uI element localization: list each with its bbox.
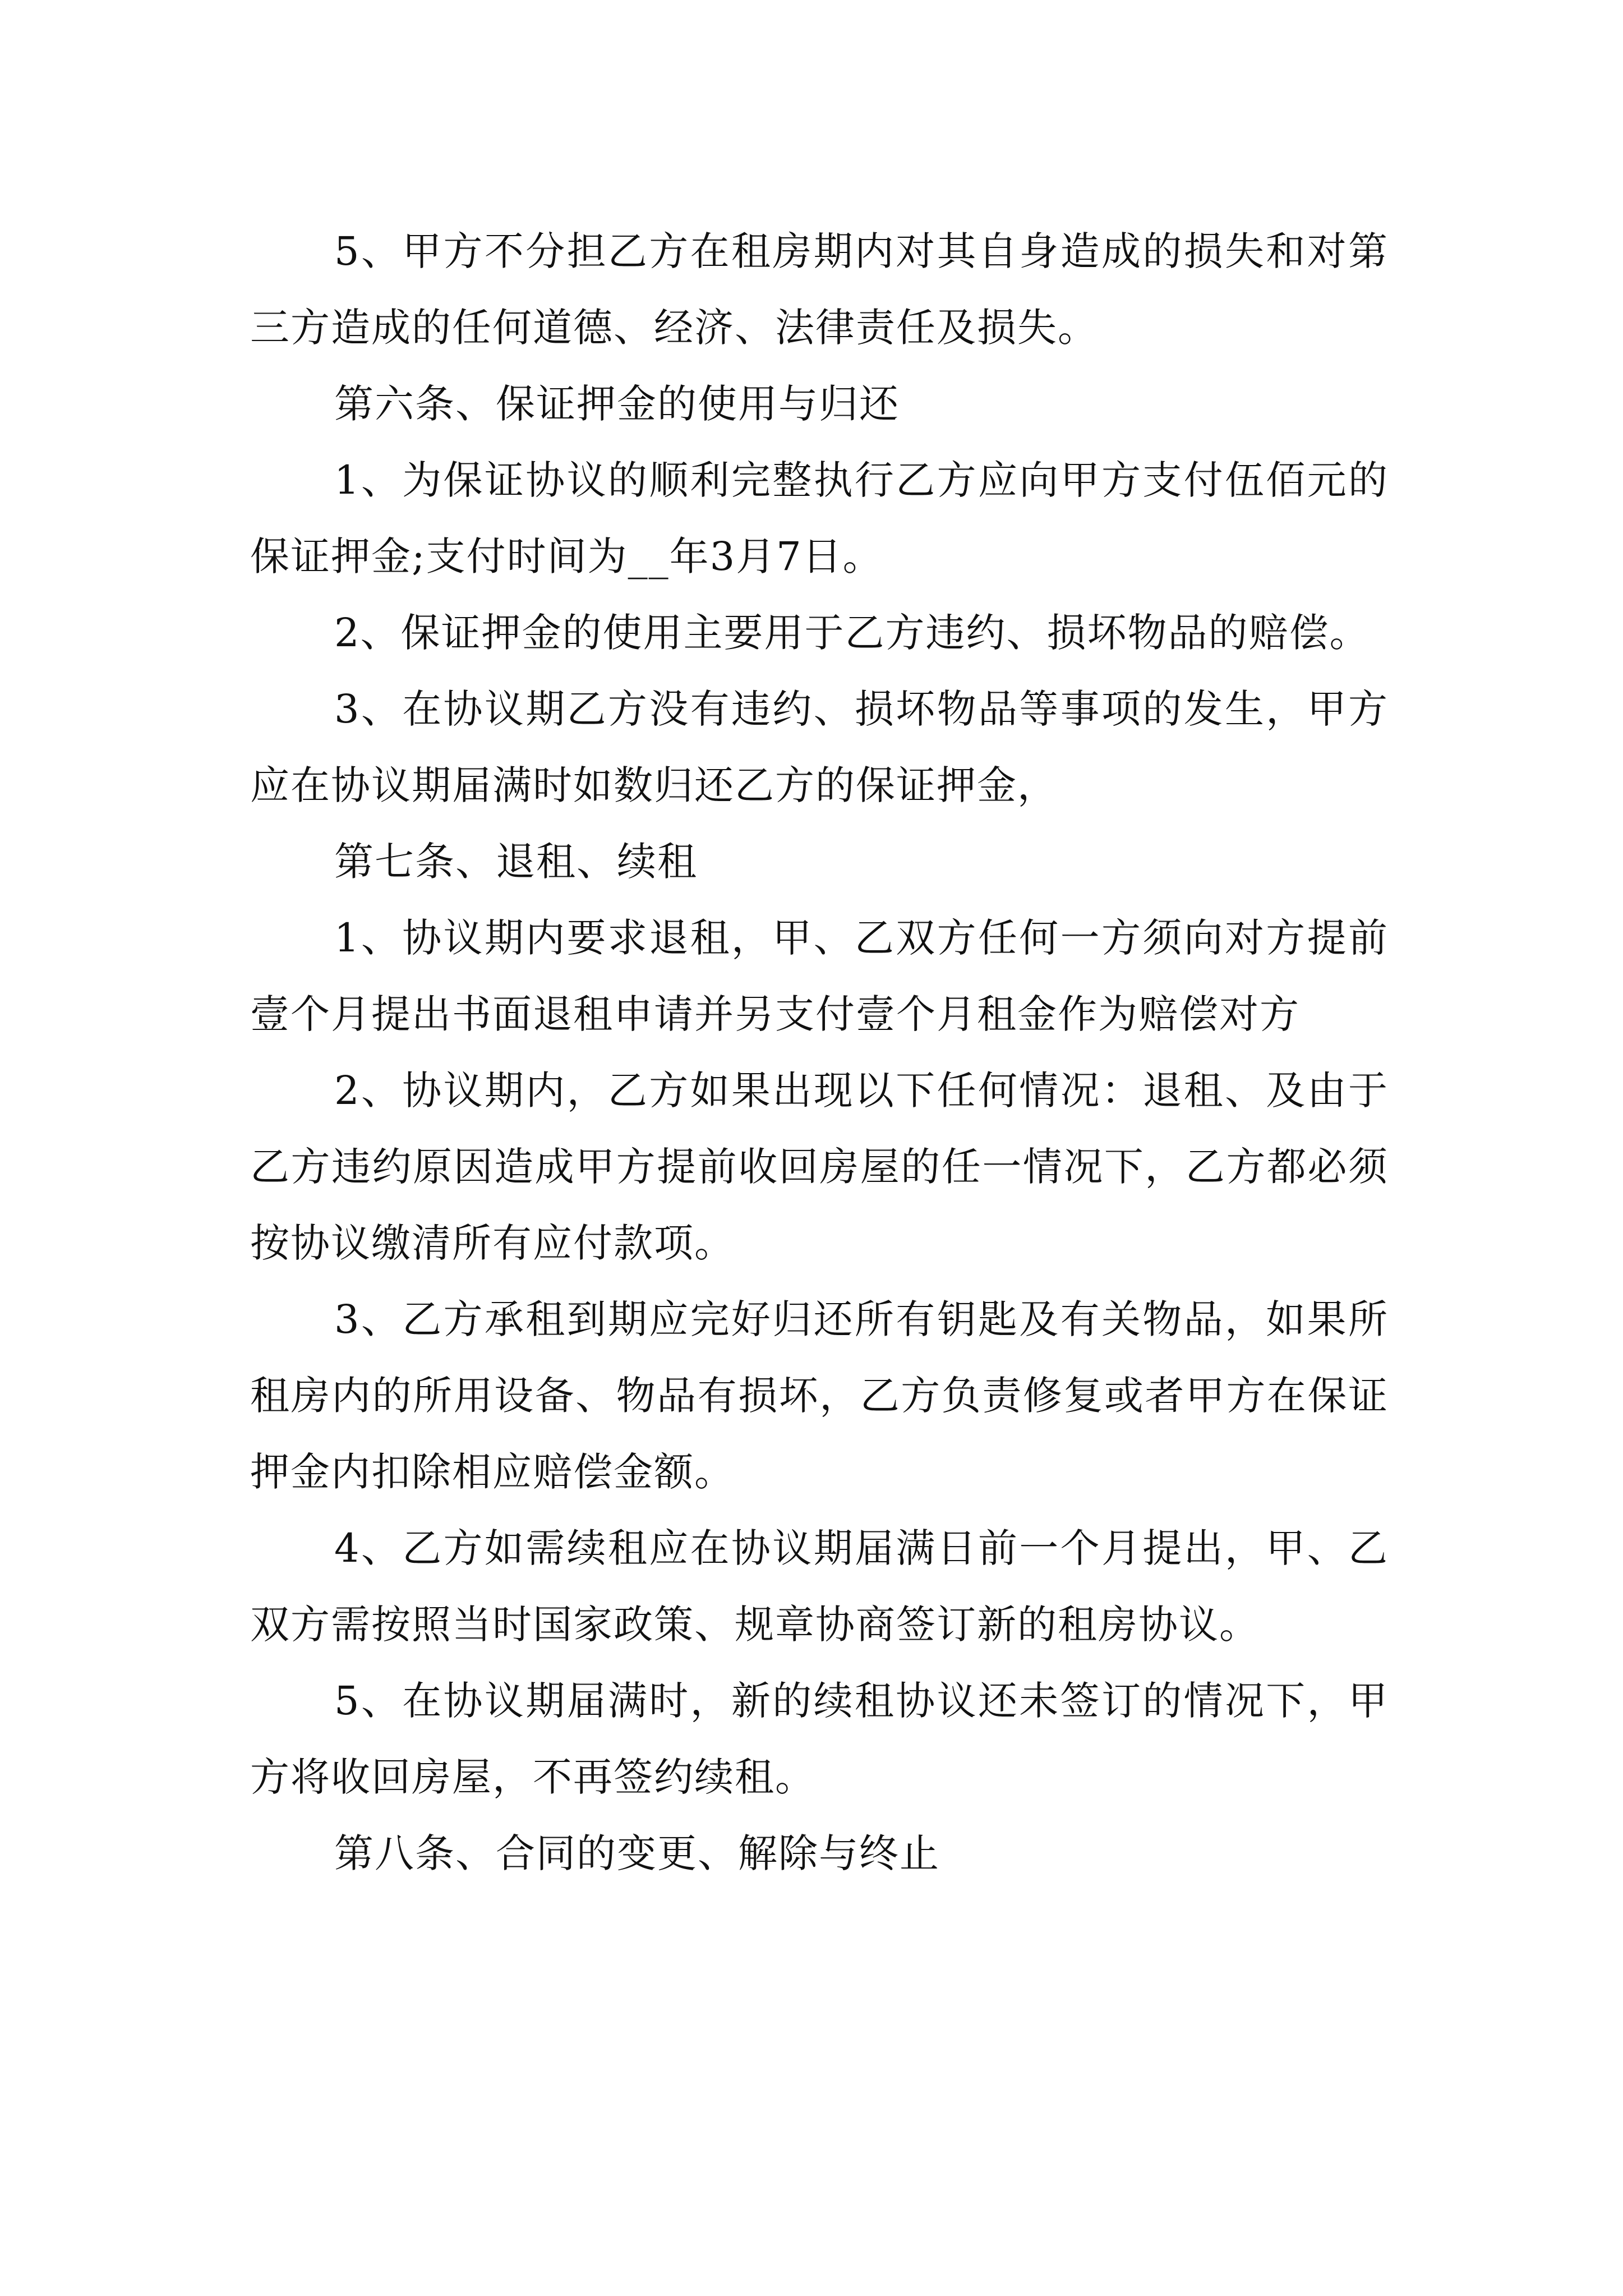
heading-article-6: 第六条、保证押金的使用与归还 [334,381,900,427]
paragraph-termination-3: 3、乙方承租到期应完好归还所有钥匙及有关物品，如果所租房内的所用设备、物品有损坏，乙方负责修复或者甲方在保证押金内扣除相应赔偿金额。 [250,1296,1389,1495]
paragraph-clause-5-liability: 5、甲方不分担乙方在租房期内对其自身造成的损失和对第三方造成的任何道德、经济、法律责任及损失。 [250,228,1389,351]
heading-article-8: 第八条、合同的变更、解除与终止 [334,1830,940,1876]
paragraph-renewal-4: 4、乙方如需续租应在协议期届满日前一个月提出，甲、乙双方需按照当时国家政策、规章协商签订新的租房协议。 [250,1525,1389,1648]
paragraph-termination-2: 2、协议期内，乙方如果出现以下任何情况：退租、及由于乙方违约原因造成甲方提前收回房屋的任一情况下，乙方都必须按协议缴清所有应付款项。 [250,1068,1389,1266]
document-body [250,213,1389,1892]
paragraph-deposit-3: 3、在协议期乙方没有违约、损坏物品等事项的发生，甲方应在协议期届满时如数归还乙方的保证押金， [250,686,1389,808]
paragraph-renewal-5: 5、在协议期届满时，新的续租协议还未签订的情况下，甲方将收回房屋，不再签约续租。 [250,1678,1389,1800]
paragraph-deposit-1: 1、为保证协议的顺利完整执行乙方应向甲方支付伍佰元的保证押金;支付时间为__年3月7日。 [250,457,1389,579]
paragraph-termination-1: 1、协议期内要求退租，甲、乙双方任何一方须向对方提前壹个月提出书面退租申请并另支付壹个月租金作为赔偿对方 [250,915,1389,1037]
heading-article-7: 第七条、退租、续租 [334,839,698,885]
paragraph-deposit-2: 2、保证押金的使用主要用于乙方违约、损坏物品的赔偿。 [334,610,1370,656]
